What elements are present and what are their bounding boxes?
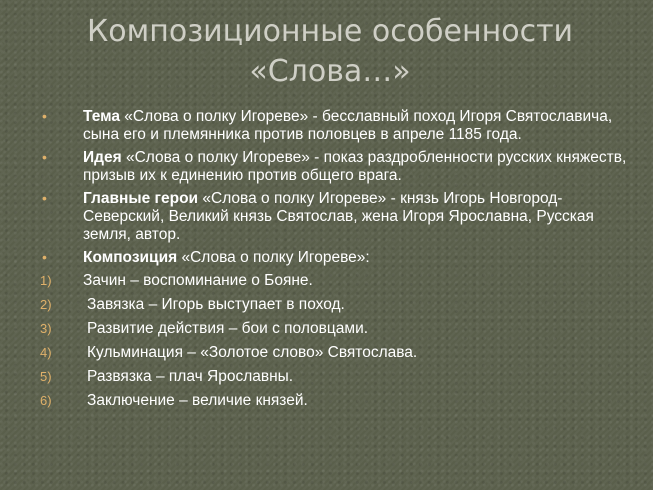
bullet-text: «Слова о полку Игореве» - князь Игорь Новгород-Северский, Великий князь Святослав, жена Игоря Ярославна, Русская земля, автор. [83, 190, 594, 243]
bullet-icon: • [42, 108, 47, 124]
bullet-term: Главные герои [83, 190, 199, 207]
number-marker: 6) [40, 393, 52, 408]
numbered-text: Развязка – плач Ярославны. [87, 368, 294, 385]
number-marker: 5) [40, 369, 52, 384]
number-marker: 3) [40, 321, 52, 336]
numbered-text: Заключение – величие князей. [87, 392, 308, 409]
numbered-text: Зачин – воспоминание о Бояне. [83, 272, 313, 289]
bullet-term: Тема [83, 108, 120, 125]
bullet-icon: • [42, 149, 47, 165]
numbered-text: Кульминация – «Золотое слово» Святослава. [87, 344, 418, 361]
slide-title [40, 12, 620, 92]
bullet-text: «Слова о полку Игореве» - бесславный поход Игоря Святославича, сына его и племянника против половцев в апреле 1185 года. [83, 108, 613, 143]
numbered-item [40, 368, 630, 386]
numbered-item [40, 344, 630, 362]
numbered-item [40, 272, 630, 290]
slide-title-line-2: «Слова…» [249, 54, 411, 89]
bullet-icon: • [42, 249, 47, 265]
bullet-item-composition [40, 249, 630, 267]
bullet-term: Идея [83, 149, 122, 166]
slide-content [40, 108, 630, 416]
bullet-item-heroes [40, 190, 630, 244]
numbered-item [40, 392, 630, 410]
bullet-term: Композиция [83, 249, 178, 266]
bullet-icon: • [42, 190, 47, 206]
bullet-text: «Слова о полку Игореве» - показ раздробленности русских княжеств, призыв их к единению против общего врага. [83, 149, 627, 184]
numbered-text: Развитие действия – бои с половцами. [87, 320, 369, 337]
numbered-text: Завязка – Игорь выступает в поход. [87, 296, 345, 313]
numbered-item [40, 320, 630, 338]
bullet-item-theme [40, 108, 630, 144]
number-marker: 1) [40, 273, 52, 288]
number-marker: 2) [40, 297, 52, 312]
numbered-item [40, 296, 630, 314]
bullet-item-idea [40, 149, 630, 185]
slide-title-line-1: Композиционные особенности [86, 14, 574, 49]
number-marker: 4) [40, 345, 52, 360]
bullet-text: «Слова о полку Игореве»: [177, 249, 370, 266]
